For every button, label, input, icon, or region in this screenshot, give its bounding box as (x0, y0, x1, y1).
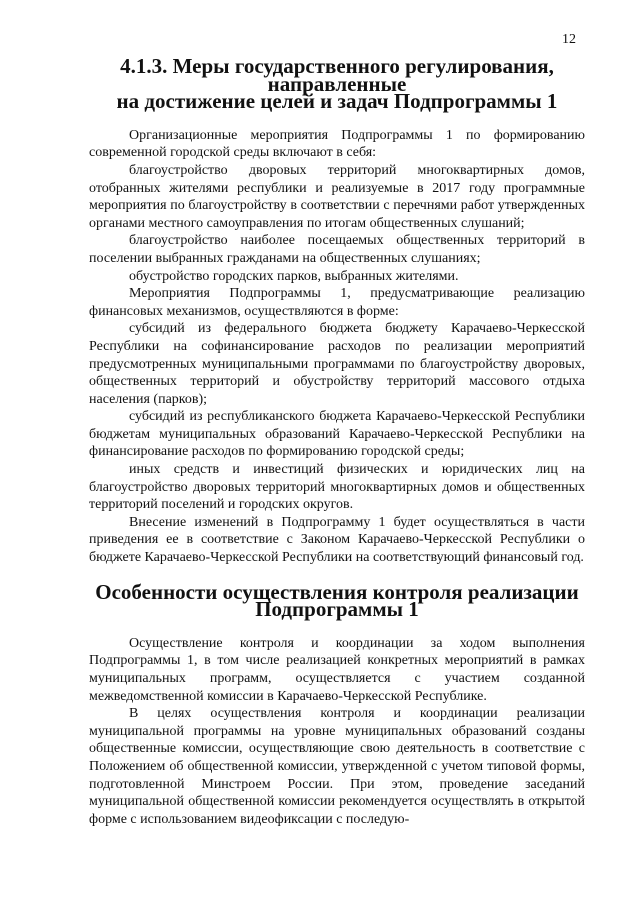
page-content (89, 54, 585, 828)
paragraph: Осуществление контроля и координации за ходом выполнения Подпрограммы 1, в том числе реализацией конкретных мероприятий в рамках муниципальных программ, осуществляется с участием созданной межведомственной комиссии в Карачаево-Черкесской Республике. (89, 635, 585, 704)
paragraph: иных средств и инвестиций физических и юридических лиц на благоустройство дворовых территорий многоквартирных домов и общественных территорий поселений и городских округов. (89, 462, 585, 513)
paragraph: субсидий из федерального бюджета бюджету Карачаево-Черкесской Республики на софинансирование расходов по реализации мероприятий предусмотренных муниципальными программами по благоустройству дворовых, общественных территорий и обустройству территорий массового отдыха населения (парков); (89, 321, 585, 407)
page-number: 12 (562, 32, 576, 47)
paragraph: субсидий из республиканского бюджета Карачаево-Черкесской Республики бюджетам муниципальных образований Карачаево-Черкесской Республики на финансирование расходов по формированию городской среды; (89, 409, 585, 460)
heading-line: 4.1.3. Меры государственного регулирования, направленные (120, 54, 554, 96)
paragraph: благоустройство дворовых территорий многоквартирных домов, отобранных жителями республики и реализуемые в 2017 году программные мероприятия по благоустройству в соответствии с перечнями работ утвержденных органами местного самоуправления по итогам общественных слушаний; (89, 162, 585, 231)
section-heading-measures (89, 54, 585, 114)
paragraph: благоустройство наиболее посещаемых общественных территорий в поселении выбранных гражданами на общественных слушаниях; (89, 233, 585, 266)
heading-line: Особенности осуществления контроля реализации (95, 579, 579, 604)
paragraph: В целях осуществления контроля и координации реализации муниципальной программы на уровне муниципальных образований созданы общественные комиссии, осуществляющие свою деятельность в соответствие с Положением об общественной комиссии, утвержденной с учетом типовой формы, подготовленной Минстроем России. При этом, проведение заседаний муниципальной общественной комиссии рекомендуется осуществлять в открытой форме с использованием видеофиксации с последую- (89, 706, 585, 827)
heading-line: Подпрограммы 1 (255, 597, 419, 622)
heading-line: на достижение целей и задач Подпрограммы 1 (116, 89, 558, 114)
section-heading-control (89, 579, 585, 622)
paragraph: Организационные мероприятия Подпрограммы 1 по формированию современной городской среды включают в себя: (89, 127, 585, 161)
paragraph: обустройство городских парков, выбранных жителями. (129, 268, 459, 284)
paragraph: Мероприятия Подпрограммы 1, предусматривающие реализацию финансовых механизмов, осуществляются в форме: (89, 286, 585, 319)
paragraph: Внесение изменений в Подпрограмму 1 будет осуществляться в части приведения ее в соответствие с Законом Карачаево-Черкесской Республики о бюджете Карачаево-Черкесской Республики на соответствующий финансовый год. (89, 514, 585, 566)
